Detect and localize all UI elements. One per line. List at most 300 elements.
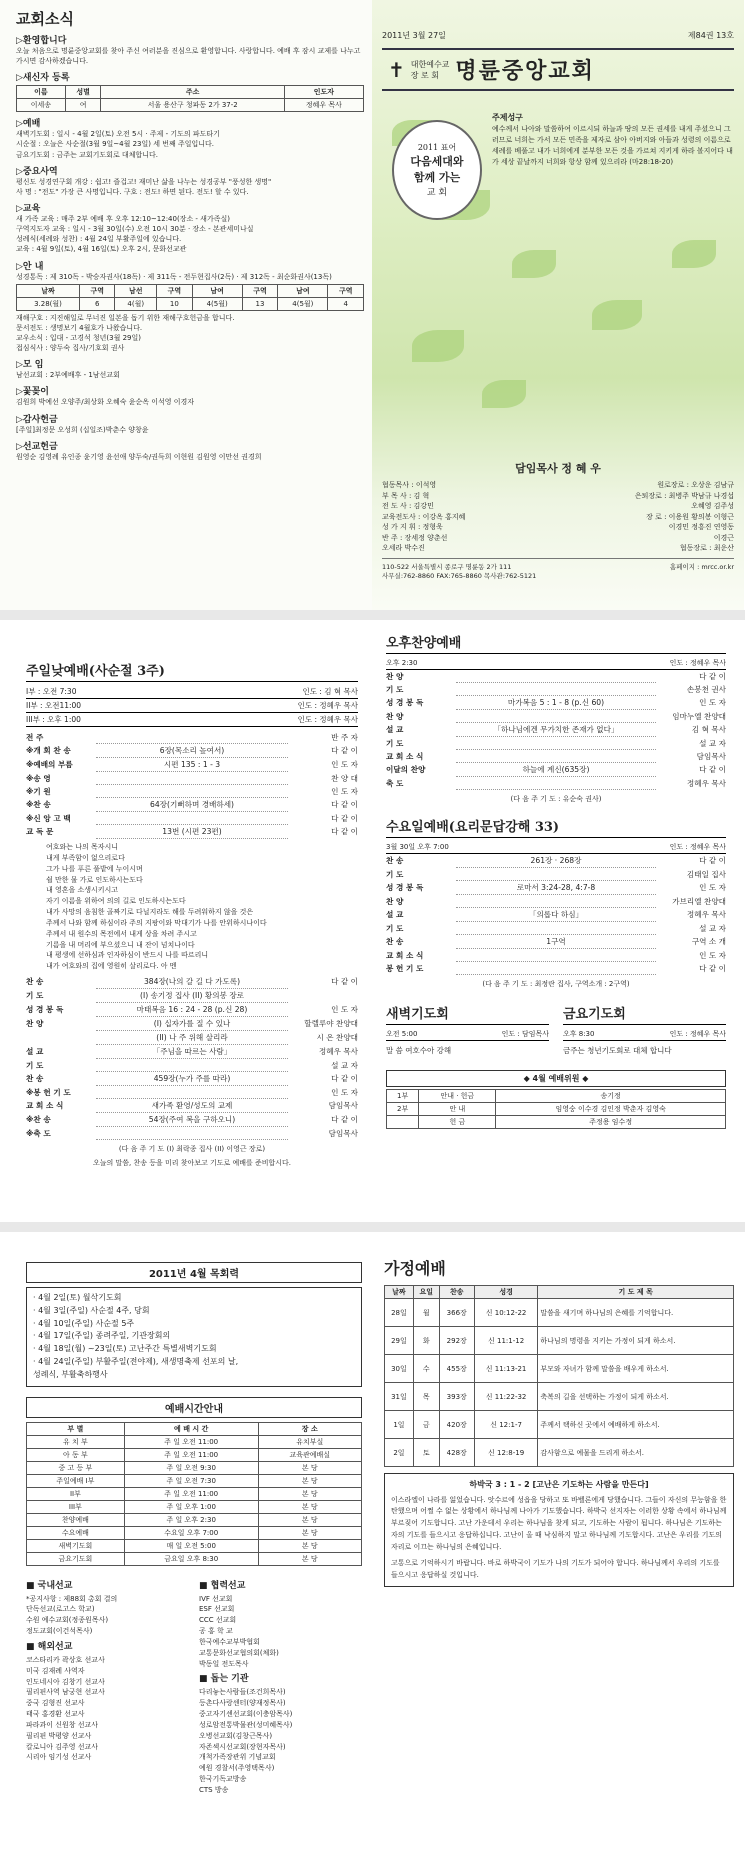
order-content: 459장(누가 주를 따라) — [96, 1072, 288, 1086]
table-cell: 본 당 — [258, 1461, 361, 1474]
order-item: 찬 양 — [386, 712, 404, 721]
table-cell: 찬양예배 — [27, 1513, 125, 1526]
list-item: 칼로니아 김주영 선교사 — [26, 1742, 99, 1751]
table-cell: 주정용 임수정 — [496, 1116, 726, 1129]
order-leader: 인 도 자 — [699, 883, 726, 892]
list-item: 박동일 전도목사 — [199, 1659, 249, 1668]
order-item: 기 도 — [386, 739, 404, 748]
order-row — [386, 750, 726, 763]
order-content: (I) 송기정 집사 (II) 황의봉 장로 — [96, 989, 288, 1003]
order-content — [456, 962, 656, 975]
order-row — [26, 1086, 358, 1099]
order-content — [456, 750, 656, 763]
welcome-text: 오늘 처음으로 명륜중앙교회를 찾아 주신 여러분을 진심으로 환영합니다. 사랑합니다. 예배 후 잠시 교제를 나누고 가시면 감사하겠습니다. — [16, 47, 361, 66]
order-item: 전 주 — [26, 733, 44, 742]
table-cell: 주일예배 I부 — [27, 1474, 125, 1487]
list-item: 성례식, 부활축하행사 — [33, 1369, 108, 1379]
order-item: 성 경 봉 독 — [386, 883, 424, 892]
order-row — [386, 935, 726, 949]
order-leader: 할렐루야 찬양대 — [304, 1019, 358, 1029]
order-row — [386, 683, 726, 696]
order-row — [386, 763, 726, 777]
wednesday-leader: 인도 : 정혜우 목사 — [669, 843, 726, 851]
church-name: 명륜중앙교회 — [455, 58, 595, 84]
order-leader: 정혜우 목사 — [686, 779, 726, 788]
staff-entry: 성 가 지 휘 : 정형욱 — [382, 523, 443, 531]
dawn-prayer-title: 새벽기도회 — [386, 1003, 549, 1025]
table-header: 예 배 시 간 — [124, 1422, 258, 1435]
list-item: 단독선교(로고스 학교) — [26, 1605, 95, 1614]
order-item: ※찬 송 — [26, 1115, 51, 1125]
order-leader: 가브리엘 찬양대 — [672, 897, 726, 906]
table-cell: 30일 — [385, 1355, 414, 1383]
staff-row — [382, 543, 734, 554]
order-item: 찬 양 — [386, 672, 404, 681]
list-item: · 4월 3일(주일) 사순절 4주, 당회 — [33, 1305, 150, 1315]
table-cell: 송기정 — [496, 1090, 726, 1103]
list-item: 필리핀사역 남궁현 선교사 — [26, 1688, 105, 1697]
order-leader: 다 같 이 — [331, 800, 358, 809]
table-cell: II부 — [27, 1487, 125, 1500]
table-cell: 신 11:22-32 — [474, 1383, 538, 1411]
issue-date: 2011년 3월 27일 — [382, 31, 446, 40]
church-logo: ✝ — [388, 57, 405, 82]
table-header: 요일 — [413, 1286, 439, 1299]
order-row — [26, 1045, 358, 1059]
order-item — [26, 1031, 96, 1045]
worship-heading: ▷예배 — [16, 119, 41, 130]
order-row — [386, 737, 726, 750]
table-row — [385, 1383, 734, 1411]
table-cell: 유치부실 — [258, 1435, 361, 1448]
order-row — [386, 949, 726, 962]
staff-entry: 오세라 박수진 — [382, 544, 425, 552]
order-leader: 찬 양 대 — [331, 774, 358, 783]
table-cell: 주 일 오전 11:00 — [124, 1448, 258, 1461]
table-cell: 본 당 — [258, 1487, 361, 1500]
table-cell: 아 동 부 — [27, 1448, 125, 1461]
table-cell: 매 일 오전 5:00 — [124, 1539, 258, 1552]
leaf-decoration — [482, 380, 526, 408]
table-header: 구역 — [242, 284, 278, 297]
table-header: 날짜 — [17, 284, 80, 297]
education-heading: ▷교육 — [16, 203, 41, 214]
list-item: *공지사항 : 제88회 총회 결의 — [26, 1594, 118, 1603]
order-item: ※예배의 부름 — [26, 760, 73, 769]
table-cell: 중 고 등 부 — [27, 1461, 125, 1474]
list-item: 한국기독교방송 — [199, 1775, 247, 1784]
misc-text: 재해구호 : 지진해일로 무너진 일본을 돕기 위한 재해구호헌금을 합니다. 문서전도 : 생명보기 4월호가 나왔습니다. 교우소식 : 입대 - 고경석 청년(3월 29일) 접심식사 : 양두숙 집사/기호회 권사 — [16, 313, 235, 353]
order-leader: 인 도 자 — [699, 951, 726, 960]
theme-line: 교 회 — [426, 188, 448, 198]
service-time-row — [26, 713, 358, 727]
table-cell: 신 10:12-22 — [474, 1299, 538, 1327]
order-item: 설 교 — [26, 1047, 44, 1057]
table-cell: 안 내 — [419, 1103, 496, 1116]
meeting-heading: ▷모 임 — [16, 360, 44, 371]
order-row — [26, 1003, 358, 1017]
order-row — [26, 731, 358, 744]
order-content: 로마서 3:24-28, 4:7-8 — [456, 881, 656, 895]
order-content — [456, 895, 656, 908]
coop-mission-heading: ■ 협력선교 — [199, 1580, 246, 1591]
order-row — [26, 785, 358, 798]
table-row — [387, 1116, 726, 1129]
table-cell: 본 당 — [258, 1552, 361, 1565]
order-leader: 손봉천 권사 — [686, 685, 726, 694]
service-time: III부 : 오후 1:00 — [26, 715, 81, 724]
order-item: 찬 양 — [386, 897, 404, 906]
list-item: CTS 방송 — [199, 1785, 229, 1794]
list-item: 파라과이 신원창 선교사 — [26, 1720, 99, 1729]
senior-pastor: 담임목사 정 혜 우 — [515, 462, 601, 475]
table-header: 날짜 — [385, 1286, 414, 1299]
staff-entry: 교육전도사 : 이강옥 홍지혜 — [382, 512, 466, 521]
newcomer-table — [16, 85, 364, 112]
list-item: · 4월 2일(토) 월삭기도회 — [33, 1293, 122, 1302]
order-row — [26, 758, 358, 772]
order-leader: 인 도 자 — [331, 1005, 358, 1015]
news-title: 교회소식 — [16, 10, 74, 28]
service-time: I부 : 오전 7:30 — [26, 687, 77, 696]
order-item: 교 독 문 — [26, 827, 54, 836]
table-cell: 이세송 — [17, 99, 66, 112]
order-leader: 김태일 집사 — [686, 870, 726, 879]
afternoon-time: 오후 2:30 — [386, 659, 418, 667]
table-cell: 서울 용산구 청파동 2가 37-2 — [101, 99, 284, 112]
list-item: 교통문화선교협의회(체화) — [199, 1648, 279, 1657]
order-row — [386, 962, 726, 975]
staff-entry: 협동목사 : 이석영 — [382, 481, 437, 489]
order-content: 54장(주여 복을 구하오니) — [96, 1113, 288, 1127]
order-content: (I) 십자가를 질 수 있나 — [96, 1017, 288, 1031]
foreign-mission-heading: ■ 해외선교 — [26, 1641, 73, 1652]
staff-entry: 반 주 : 장세정 양춘선 — [382, 533, 448, 542]
table-row — [27, 1487, 362, 1500]
order-leader: 인 도 자 — [331, 1088, 358, 1098]
order-content: 64장(기뻐하며 경배하세) — [96, 798, 288, 812]
afternoon-order — [386, 670, 726, 790]
order-leader: 다 같 이 — [331, 827, 358, 836]
table-cell: 신 11:1-12 — [474, 1327, 538, 1355]
table-cell: 31일 — [385, 1383, 414, 1411]
order-row — [26, 798, 358, 812]
order-item: 봉 헌 기 도 — [386, 964, 424, 973]
order-leader — [288, 989, 358, 1003]
table-cell: 주께서 택하신 곳에서 예배하게 하소서. — [538, 1411, 734, 1439]
table-cell: 감사함으로 예물을 드리게 하소서. — [538, 1439, 734, 1467]
table-header: 이름 — [17, 86, 66, 99]
order-content — [96, 731, 288, 744]
table-cell: 2부 — [387, 1103, 419, 1116]
staff-row — [382, 522, 734, 533]
newcomer-heading: ▷새신자 등록 — [16, 73, 70, 84]
calendar-list — [26, 1287, 362, 1387]
sunday-service-panel — [0, 620, 372, 1220]
order-content: 마태복음 16 : 24 - 28 (p.신 28) — [96, 1003, 288, 1017]
order-content: 시편 135 : 1 - 3 — [96, 758, 288, 772]
sunday-service-title: 주일낮예배(사순절 3주) — [26, 660, 358, 682]
table-header: 구역 — [157, 284, 193, 297]
table-cell: 정혜우 목사 — [284, 99, 363, 112]
order-item: ※봉 헌 기 도 — [26, 1088, 71, 1098]
table-cell: 금요기도회 — [27, 1552, 125, 1565]
order-row — [386, 881, 726, 895]
order-row — [386, 895, 726, 908]
table-cell: 수 — [413, 1355, 439, 1383]
table-cell: 4(5월) — [278, 297, 328, 310]
table-cell: 주 일 오전 7:30 — [124, 1474, 258, 1487]
table-row — [385, 1299, 734, 1327]
order-content: 13번 (시편 23편) — [96, 825, 288, 839]
staff-entry: 이경근 — [713, 533, 734, 542]
leaf-decoration — [512, 250, 556, 278]
order-content — [96, 1059, 288, 1072]
order-content — [96, 772, 288, 785]
order-row — [26, 1017, 358, 1031]
order-row — [386, 723, 726, 737]
denomination-line1: 대한예수교 — [410, 59, 450, 69]
order-row — [26, 1099, 358, 1113]
table-header: 찬송 — [439, 1286, 474, 1299]
verse-title: 주제성구 — [492, 113, 523, 122]
order-item: ※송 영 — [26, 774, 51, 783]
list-item: · 4월 24일(주일) 부활주일(전야제), 새생명축제 선포의 날, — [33, 1356, 239, 1366]
home-worship-title: 가정예배 — [384, 1259, 446, 1278]
table-row — [27, 1513, 362, 1526]
table-cell: 주 일 오후 1:00 — [124, 1500, 258, 1513]
notice-text: 평신도 성경연구회 개강 : 쉽고! 즐겁고! 재미난 삶을 나누는 성경공부 "풍성한 생명" 사 명 : "전도" 가장 큰 사명입니다. 구호 : 전도! 하면 된다. 전도! 할 수 있다. — [16, 177, 272, 196]
order-row — [26, 975, 358, 989]
church-phones: 사무실:762-8860 FAX:765-8860 목사관:762-5121 — [382, 571, 537, 580]
order-leader: 설 교 자 — [699, 739, 726, 748]
order-item: ※개 회 찬 송 — [26, 746, 71, 755]
order-row — [26, 744, 358, 758]
order-content — [456, 710, 656, 723]
table-cell: 축복의 길을 선택하는 가정이 되게 하소서. — [538, 1383, 734, 1411]
sunday-times — [26, 685, 358, 727]
service-time: II부 : 오전11:00 — [26, 701, 82, 710]
afternoon-next-prayer: (다 음 주 기 도 : 유순숙 권사) — [510, 795, 602, 803]
foreign-mission-list — [26, 1655, 189, 1763]
order-leader: 김 혁 목사 — [691, 725, 726, 734]
order-content: 「주님을 따르는 사람」 — [96, 1045, 288, 1059]
table-header: 성별 — [65, 86, 101, 99]
order-row — [386, 922, 726, 935]
list-item: IVF 선교회 — [199, 1594, 233, 1603]
table-cell: 본 당 — [258, 1474, 361, 1487]
service-time-row — [26, 699, 358, 713]
table-cell: 455장 — [439, 1355, 474, 1383]
table-cell: 28일 — [385, 1299, 414, 1327]
table-row — [385, 1286, 734, 1299]
order-content: (II) 나 주 위해 살리라 — [96, 1031, 288, 1045]
order-row — [26, 1113, 358, 1127]
theme-line: 함께 가는 — [413, 171, 461, 184]
order-row — [26, 1127, 358, 1140]
order-leader: 인 도 자 — [331, 760, 358, 769]
table-cell: 주 일 오전 11:00 — [124, 1487, 258, 1500]
order-leader: 인 도 자 — [699, 698, 726, 707]
wednesday-time: 3월 30일 오후 7:00 — [386, 843, 449, 851]
table-cell: 본 당 — [258, 1526, 361, 1539]
order-content — [456, 683, 656, 696]
service-time-row — [26, 685, 358, 699]
table-cell: 목 — [413, 1383, 439, 1411]
support-org-heading: ■ 돕는 기관 — [199, 1674, 249, 1685]
table-cell: 임영숭 이수경 김인정 박춘자 김영숙 — [496, 1103, 726, 1116]
list-item: 시리아 임기성 선교사 — [26, 1753, 92, 1762]
list-item: 코스타리카 곽상호 선교사 — [26, 1655, 105, 1664]
order-leader: 시 온 찬양대 — [316, 1033, 358, 1043]
table-cell: 292장 — [439, 1327, 474, 1355]
reading-text: 이스라엘이 나라를 잃었습니다. 앗수르에 성읍을 당하고 또 바벨론에게 당했습니다. 그들이 자신의 무능함을 한탄했으며 어쩔 수 없는 상황에서 하나님께 나아가 기도했습니다. 하박국 선지자는 이러한 상황 속에서 하나님께 부르짖어 기도합니다. 고난 가운데서 우리는 하나님을 찾게 되고, 기도하는 사람이 됩니다. 하나님은 기도하는 자의 기도를 들으시고 응답하십니다. 고난이 올 때 낙심하지 말고 하나님께 기도합시다. 고난은 우리를 기도의 자리로 이끄는 하나님의 은혜입니다. — [391, 1495, 727, 1552]
table-cell: 366장 — [439, 1299, 474, 1327]
dawn-prayer-leader: 인도 : 담임목사 — [501, 1030, 549, 1038]
sheet-divider — [0, 1222, 745, 1232]
reading-prayer: 고통으로 기억하시기 바랍니다. 바로 하박국이 기도가 나의 기도가 되어야 합니다. 하나님께서 우리의 기도를 들으시고 응답하실 것입니다. — [391, 1559, 720, 1579]
order-item: 교 회 소 식 — [386, 752, 424, 761]
table-cell: 교육관예배실 — [258, 1448, 361, 1461]
order-content — [456, 777, 656, 790]
table-cell: 수요예배 — [27, 1526, 125, 1539]
table-header: 남여 — [278, 284, 328, 297]
table-cell: 10 — [157, 297, 193, 310]
order-item: 성 경 봉 독 — [386, 698, 424, 707]
order-content — [96, 812, 288, 825]
mission-offering-heading: ▷선교헌금 — [16, 441, 58, 452]
table-cell: 2일 — [385, 1439, 414, 1467]
table-row — [27, 1448, 362, 1461]
wednesday-service-title: 수요일예배(요리문답강해 33) — [386, 816, 726, 838]
order-item: 기 도 — [26, 991, 44, 1001]
order-item: ※기 원 — [26, 787, 51, 796]
dawn-prayer-time: 오전 5:00 — [386, 1030, 418, 1038]
order-row — [26, 989, 358, 1003]
order-item: 교 회 소 식 — [386, 951, 424, 960]
list-item: 예원 경찰서(주영택목사) — [199, 1764, 275, 1773]
staff-entry: 전 도 사 : 김강민 — [382, 502, 434, 510]
order-content — [456, 670, 656, 683]
order-content: 「하나님에겐 무가치한 존재가 없다」 — [456, 723, 656, 737]
sunday-order-continued — [26, 975, 358, 1140]
staff-row — [382, 491, 734, 502]
list-item: 등촌다사랑센터(양재정목사) — [199, 1699, 286, 1708]
order-item: 기 도 — [386, 870, 404, 879]
order-row — [386, 710, 726, 723]
order-leader: 다 같 이 — [331, 814, 358, 823]
staff-entry: 은퇴장로 : 최병주 박남규 나경섭 — [634, 491, 734, 500]
church-address: 110-522 서울특별시 종로구 명륜동 2가 111 — [382, 562, 512, 571]
staff-row — [382, 501, 734, 512]
table-cell: 유 치 부 — [27, 1435, 125, 1448]
list-item: · 4월 18일(월) ~23일(토) 고난주간 특별새벽기도회 — [33, 1344, 217, 1354]
table-row — [385, 1411, 734, 1439]
list-item: · 4월 10일(주일) 사순절 5주 — [33, 1318, 135, 1328]
dawn-prayer-body: 말 씀 여호수아 강해 — [386, 1046, 452, 1055]
staff-entry: 오혜영 김주성 — [691, 502, 734, 510]
guide-heading: ▷안 내 — [16, 261, 44, 272]
order-item: 기 도 — [26, 1061, 44, 1071]
order-leader: 임마누엘 찬양대 — [672, 712, 726, 721]
table-cell: 금 — [413, 1411, 439, 1439]
church-website: 홈페이지 : mrcc.or.kr — [669, 562, 734, 571]
order-item: 찬 송 — [386, 856, 404, 865]
table-header: 성경 — [474, 1286, 538, 1299]
order-item: 찬 양 — [26, 1019, 44, 1029]
staff-entry: 협동장로 : 최운산 — [679, 544, 734, 552]
order-item: 설 교 — [386, 725, 404, 734]
list-item: 중국 김형진 선교사 — [26, 1699, 85, 1708]
flower-heading: ▷꽃꽂이 — [16, 387, 50, 398]
order-leader: 설 교 자 — [331, 1061, 358, 1071]
table-row — [27, 1526, 362, 1539]
order-item: 이달의 찬양 — [386, 765, 426, 774]
denomination-line2: 장 로 회 — [410, 70, 440, 80]
order-leader: 담임목사 — [328, 1129, 358, 1139]
weekly-services-panel — [372, 620, 744, 1220]
staff-row — [382, 512, 734, 523]
list-item: 인도네시아 김창기 선교사 — [26, 1677, 105, 1686]
service-leader: 인도 : 정혜우 목사 — [297, 715, 358, 724]
order-content: 「의롭다 하심」 — [456, 908, 656, 922]
order-item: 설 교 — [386, 910, 404, 919]
order-row — [26, 1059, 358, 1072]
table-cell: 6 — [79, 297, 115, 310]
table-cell: 월 — [413, 1299, 439, 1327]
table-row — [27, 1552, 362, 1565]
table-cell: 본 당 — [258, 1500, 361, 1513]
order-content — [456, 922, 656, 935]
flower-text: 김원희 박예선 오양주/최상화 오혜숙 윤순옥 이석영 이경자 — [16, 398, 194, 407]
wednesday-order — [386, 854, 726, 975]
table-row — [27, 1435, 362, 1448]
order-content — [456, 949, 656, 962]
table-cell: 안내 · 헌금 — [419, 1090, 496, 1103]
duty-title: ◆ 4월 예배위원 ◆ — [386, 1070, 726, 1087]
table-cell: 13 — [242, 297, 278, 310]
list-item: 한국예수교부박협회 — [199, 1637, 260, 1646]
order-row — [386, 777, 726, 790]
friday-prayer-time: 오후 8:30 — [563, 1030, 595, 1038]
table-cell: III부 — [27, 1500, 125, 1513]
table-cell — [387, 1116, 419, 1129]
staff-entry: 이경민 정흥진 연영동 — [668, 523, 734, 531]
list-item: 수원 예수교회(정종원목사) — [26, 1616, 109, 1625]
order-row — [26, 1031, 358, 1045]
table-header: 주소 — [101, 86, 284, 99]
order-leader: 구역 소 개 — [691, 937, 726, 946]
table-cell: 393장 — [439, 1383, 474, 1411]
table-cell: 1일 — [385, 1411, 414, 1439]
order-content: 6장(목소리 높여서) — [96, 744, 288, 758]
table-cell: 420장 — [439, 1411, 474, 1439]
order-row — [386, 670, 726, 683]
order-leader: 다 같 이 — [699, 765, 726, 774]
staff-entry: 원로장로 : 오상운 김남규 — [657, 481, 734, 489]
table-cell: 4 — [328, 297, 364, 310]
list-item: 오병선교회(김창근목사) — [199, 1731, 273, 1740]
table-cell: 신 11:13-21 — [474, 1355, 538, 1383]
staff-row — [382, 480, 734, 491]
table-cell: 헌 금 — [419, 1116, 496, 1129]
table-cell: 3.28(월) — [17, 297, 80, 310]
order-content: 1구역 — [456, 935, 656, 949]
order-leader: 다 같 이 — [331, 1074, 358, 1084]
order-leader: 정혜우 목사 — [318, 1047, 358, 1057]
table-cell: 본 당 — [258, 1513, 361, 1526]
leaf-decoration — [412, 330, 464, 362]
